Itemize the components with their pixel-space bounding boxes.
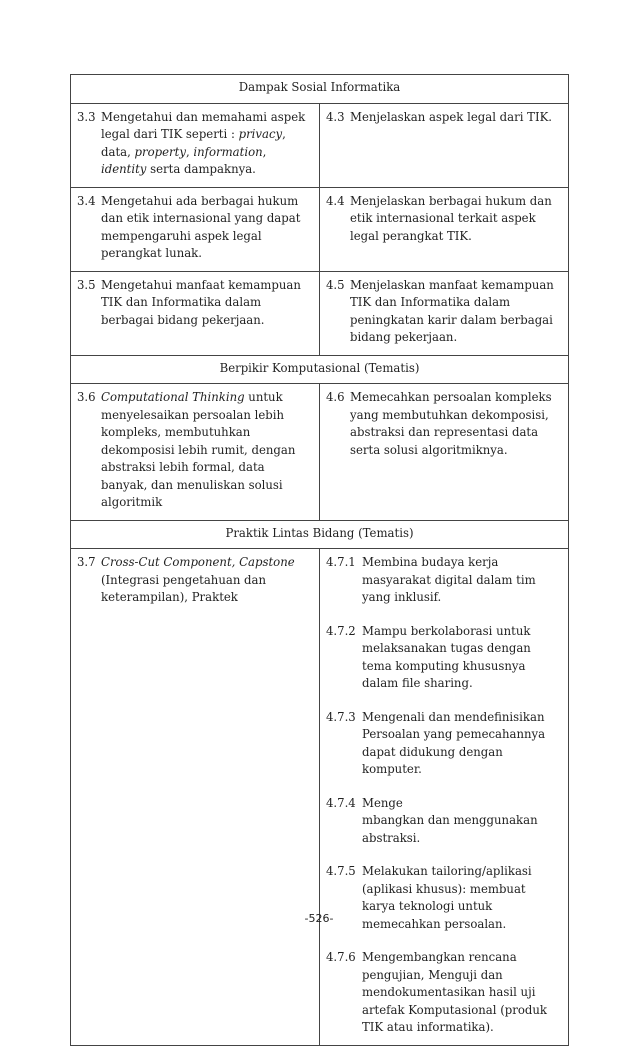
italic-term: Computational Thinking	[101, 390, 245, 404]
item-text: Cross-Cut Component, Capstone (Integrasi pengetahuan dan keterampilan), Praktek	[101, 555, 295, 604]
item-number: 3.3	[77, 109, 96, 124]
right-cell	[320, 384, 569, 521]
italic-term: identity	[101, 162, 147, 176]
item-number: 4.7.1	[326, 555, 356, 569]
list-item	[326, 709, 562, 779]
section-header-row	[71, 75, 569, 104]
item-text: Menge mbangkan dan menggunakan abstraksi.	[362, 795, 538, 845]
item-text: Mengembangkan rencana pengujian, Menguji dan mendokumentasikan hasil uji artefak Komputasional (produk TIK atau informatika).	[362, 950, 547, 1034]
item-text: Membina budaya kerja masyarakat digital dalam tim yang inklusif.	[362, 555, 536, 604]
left-cell	[71, 187, 320, 271]
italic-term: property	[134, 144, 186, 159]
item-number: 4.7.5	[326, 864, 356, 878]
item-number: 4.7.6	[326, 950, 356, 964]
item-text: Mampu berkolaborasi untuk melaksanakan tugas dengan tema komputing khususnya dalam file sharing.	[362, 623, 531, 690]
list-item	[77, 277, 313, 330]
item-text: Memecahkan persoalan kompleks yang membutuhkan dekomposisi, abstraksi dan representasi data serta solusi algoritmiknya.	[350, 390, 552, 457]
italic-term: Cross-Cut Component, Capstone	[101, 555, 295, 569]
table-row	[71, 187, 569, 271]
left-cell	[71, 103, 320, 187]
section-title: Berpikir Komputasional (Tematis)	[71, 355, 569, 384]
section-title: Dampak Sosial Informatika	[71, 75, 569, 104]
item-number: 4.7.3	[326, 709, 356, 724]
list-item	[326, 795, 562, 848]
item-text: Menjelaskan berbagai hukum dan etik internasional terkait aspek legal perangkat TIK.	[350, 193, 552, 243]
list-item	[326, 554, 562, 607]
item-number: 4.6	[326, 390, 345, 404]
left-cell	[71, 384, 320, 521]
item-text: Menjelaskan manfaat kemampuan TIK dan Informatika dalam peningkatan karir dalam berbagai bidang pekerjaan.	[350, 277, 554, 344]
item-number: 4.7.4	[326, 795, 356, 810]
table-row	[71, 271, 569, 355]
item-text: Menjelaskan aspek legal dari TIK.	[350, 109, 553, 124]
item-number: 4.3	[326, 109, 345, 124]
right-cell	[320, 187, 569, 271]
item-text: Melakukan tailoring/aplikasi (aplikasi khusus): membuat karya teknologi untuk memecahkan persoalan.	[362, 864, 532, 931]
section-title: Praktik Lintas Bidang (Tematis)	[71, 520, 569, 549]
list-item	[326, 389, 562, 459]
left-cell	[71, 271, 320, 355]
item-number: 3.5	[77, 277, 96, 292]
section-header-row	[71, 520, 569, 549]
item-number: 4.5	[326, 277, 345, 292]
item-text: Mengetahui manfaat kemampuan TIK dan Informatika dalam berbagai bidang pekerjaan.	[101, 277, 301, 327]
item-text: Mengetahui dan memahami aspek legal dari TIK seperti : privacy, data, property, information, identity serta dampaknya.	[101, 109, 306, 176]
section-header-row	[71, 355, 569, 384]
list-item	[326, 193, 562, 246]
item-text: Computational Thinking untuk menyelesaikan persoalan lebih kompleks, membutuhkan dekomposisi lebih rumit, dengan abstraksi lebih formal, data banyak, dan menuliskan solusi algoritmik	[101, 390, 296, 509]
item-number: 3.6	[77, 390, 96, 404]
list-item	[77, 554, 313, 607]
item-number: 3.7	[77, 555, 96, 569]
competency-table	[70, 74, 569, 1046]
page-number: -526-	[304, 912, 334, 925]
list-item	[77, 389, 313, 512]
list-item	[326, 109, 562, 127]
right-cell	[320, 549, 569, 1046]
table-row	[71, 549, 569, 1046]
item-text: Mengetahui ada berbagai hukum dan etik internasional yang dapat mempengaruhi aspek legal perangkat lunak.	[101, 193, 301, 260]
list-item	[326, 277, 562, 347]
table-row	[71, 103, 569, 187]
italic-term: privacy	[238, 127, 283, 141]
item-number: 4.4	[326, 193, 345, 208]
list-item	[326, 623, 562, 693]
item-text: Mengenali dan mendefinisikan Persoalan yang pemecahannya dapat didukung dengan komputer.	[362, 709, 546, 776]
left-cell	[71, 549, 320, 1046]
list-item	[77, 109, 313, 179]
italic-term: information	[193, 144, 263, 159]
item-number: 3.4	[77, 193, 96, 208]
item-number: 4.7.2	[326, 623, 356, 638]
right-cell	[320, 103, 569, 187]
list-item	[326, 949, 562, 1037]
right-cell	[320, 271, 569, 355]
table-row	[71, 384, 569, 521]
list-item	[77, 193, 313, 263]
